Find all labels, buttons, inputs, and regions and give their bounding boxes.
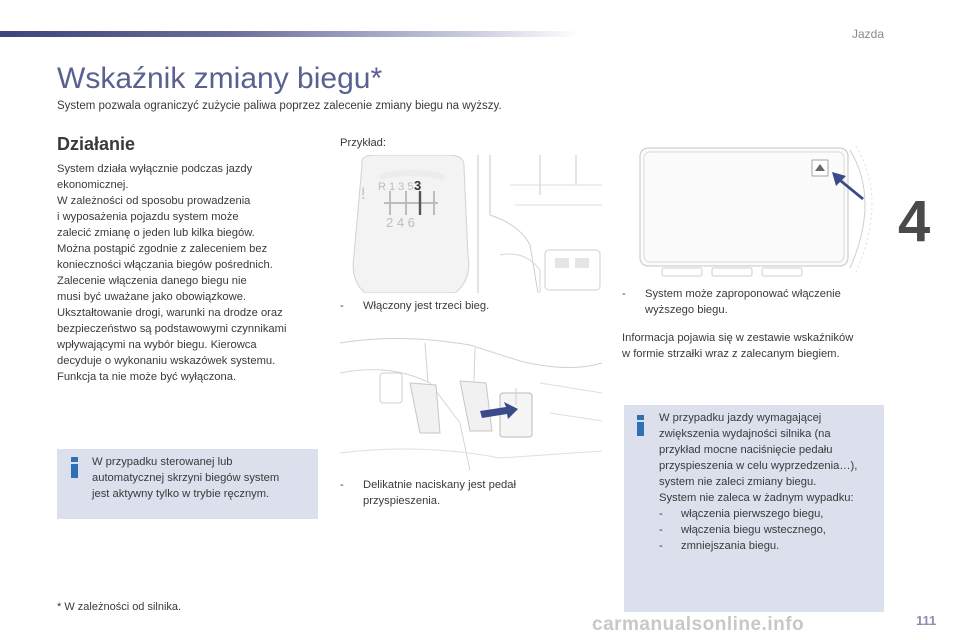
instrument-panel-illustration	[622, 140, 884, 278]
page-title: Wskaźnik zmiany biegu*	[57, 62, 383, 95]
body-line: konieczności włączania biegów pośrednich.	[57, 259, 273, 271]
note-line: W przypadku sterowanej lub	[92, 456, 233, 468]
caption-pedal	[340, 477, 602, 509]
body-line: wpływającymi na wybór biegu. Kierowca	[57, 339, 257, 351]
body-line: zalecić zmianę o jeden lub kilka biegów.	[57, 227, 255, 239]
note-list	[659, 506, 881, 554]
footnote: * W zależności od silnika.	[57, 601, 182, 613]
note-text	[92, 454, 314, 502]
info-line: w formie strzałki wraz z zalecanym biegiem.	[622, 348, 840, 360]
gear-knob-top-label: R 1 3 5	[378, 181, 414, 193]
note-line: jest aktywny tylko w trybie ręcznym.	[92, 488, 270, 500]
body-line: Zalecenie włączenia danego biegu nie	[57, 275, 247, 287]
note-line: W przypadku jazdy wymagającej	[659, 412, 822, 424]
note-text	[659, 410, 881, 554]
info-icon	[67, 457, 83, 479]
note-box-performance	[624, 405, 884, 612]
list-item: - włączenia pierwszego biegu,	[659, 508, 824, 520]
body-line: musi być uważane jako obowiązkowe.	[57, 291, 247, 303]
caption-dash: -	[622, 288, 626, 300]
list-item: - zmniejszania biegu.	[659, 540, 780, 552]
note-line: przyspieszenia w celu wyprzedzenia…),	[659, 460, 858, 472]
caption-text: przyspieszenia.	[363, 495, 441, 507]
body-line: decyduje o wykonaniu wskazówek systemu.	[57, 355, 276, 367]
watermark: carmanualsonline.info	[592, 614, 805, 635]
note-line: przykład mocne naciśnięcie pedału	[659, 444, 833, 456]
gear-knob-illustration	[340, 155, 602, 293]
note-line: automatycznej skrzyni biegów system	[92, 472, 280, 484]
pedal-illustration	[340, 333, 602, 471]
body-line: i wyposażenia pojazdu system może	[57, 211, 239, 223]
body-line: Można postąpić zgodnie z zaleceniem bez	[57, 243, 268, 255]
body-line: W zależności od sposobu prowadzenia	[57, 195, 251, 207]
section-label: Jazda	[851, 27, 884, 41]
info-icon	[633, 415, 649, 437]
note-line: zwiększenia wydajności silnika (na	[659, 428, 831, 440]
page-number: 111	[916, 613, 937, 628]
note-line: system nie zaleci zmiany biegu.	[659, 476, 817, 488]
caption-display	[622, 286, 884, 318]
caption-dash: -	[340, 479, 344, 491]
section-heading: Działanie	[57, 134, 136, 154]
info-paragraph	[622, 330, 884, 362]
header-gradient-bar	[0, 31, 580, 37]
caption-text: wyższego biegu.	[645, 304, 728, 316]
body-line: Funkcja ta nie może być wyłączona.	[57, 371, 237, 383]
body-line: bezpieczeństwo są podstawowymi czynnikami	[57, 323, 287, 335]
info-line: Informacja pojawia się w zestawie wskaźników	[622, 332, 854, 344]
body-line: ekonomicznej.	[57, 179, 129, 191]
gear-knob-bottom-label: 2 4 6	[386, 215, 415, 230]
caption-text: Włączony jest trzeci bieg.	[363, 300, 490, 312]
body-line: System działa wyłącznie podczas jazdy	[57, 163, 253, 175]
note-line: System nie zaleca w żadnym wypadku:	[659, 492, 854, 504]
body-line: Ukształtowanie drogi, warunki na drodze oraz	[57, 307, 283, 319]
list-item: - włączenia biegu wstecznego,	[659, 524, 826, 536]
note-box-gearbox	[57, 449, 318, 519]
caption-text: System może zaproponować włączenie	[645, 288, 841, 300]
caption-gear	[340, 298, 602, 314]
svg-text:!: !	[360, 184, 367, 203]
caption-text: Delikatnie naciskany jest pedał	[363, 479, 516, 491]
caption-dash: -	[340, 300, 344, 312]
operation-body	[57, 161, 319, 385]
gear-selected-label: 3	[414, 178, 422, 193]
example-label: Przykład:	[340, 137, 387, 149]
page-subtitle: System pozwala ograniczyć zużycie paliwa poprzez zalecenie zmiany biegu na wyższy.	[57, 100, 502, 112]
chapter-number: 4	[898, 189, 931, 254]
